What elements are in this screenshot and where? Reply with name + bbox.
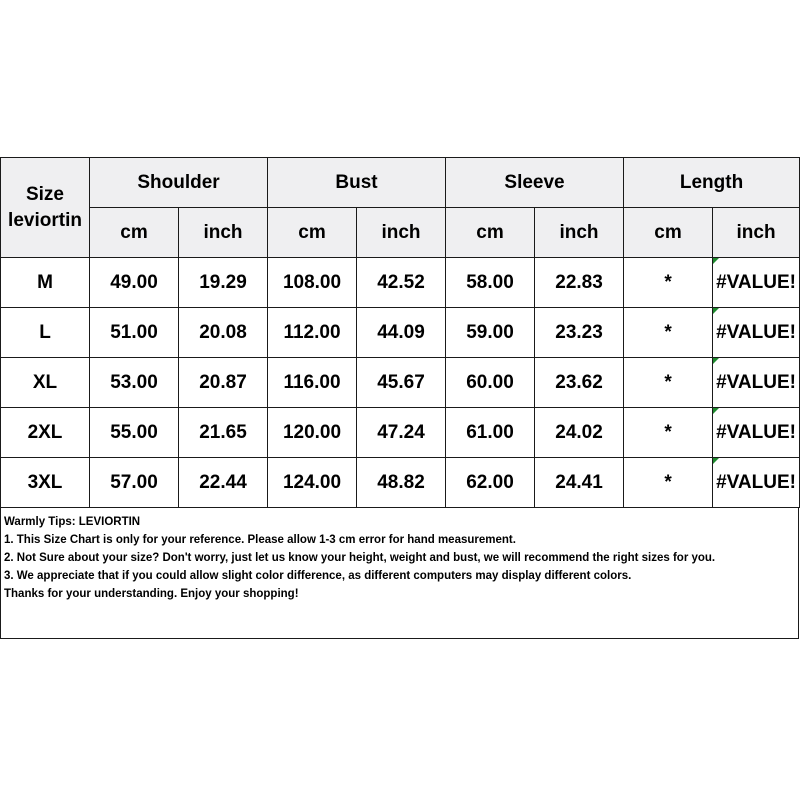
data-cell: 108.00 <box>268 258 357 308</box>
data-cell-error: #VALUE! <box>713 308 800 358</box>
data-cell: * <box>624 358 713 408</box>
data-cell: 59.00 <box>446 308 535 358</box>
data-cell-error: #VALUE! <box>713 358 800 408</box>
table-row <box>1 358 800 408</box>
unit-header: cm <box>624 208 713 258</box>
group-header-shoulder: Shoulder <box>90 158 268 208</box>
tips-heading: Warmly Tips: LEVIORTIN <box>4 516 141 528</box>
size-cell: M <box>1 258 90 308</box>
group-header-length: Length <box>624 158 800 208</box>
data-cell: 53.00 <box>90 358 179 408</box>
unit-header: inch <box>713 208 800 258</box>
unit-header: cm <box>446 208 535 258</box>
data-cell-error: #VALUE! <box>713 258 800 308</box>
data-cell: 23.23 <box>535 308 624 358</box>
size-cell: 2XL <box>1 408 90 458</box>
tips-line: 3. We appreciate that if you could allow slight color difference, as different computers may display different colors. <box>4 570 632 582</box>
table-row <box>1 408 800 458</box>
data-cell: * <box>624 308 713 358</box>
data-cell: * <box>624 408 713 458</box>
unit-header: inch <box>535 208 624 258</box>
data-cell: 24.02 <box>535 408 624 458</box>
data-cell: 47.24 <box>357 408 446 458</box>
data-cell: 42.52 <box>357 258 446 308</box>
data-cell: 120.00 <box>268 408 357 458</box>
tips-line: 1. This Size Chart is only for your reference. Please allow 1-3 cm error for hand measurement. <box>4 534 516 546</box>
size-cell: L <box>1 308 90 358</box>
data-cell: 23.62 <box>535 358 624 408</box>
unit-header: cm <box>268 208 357 258</box>
table-row <box>1 308 800 358</box>
data-cell: 55.00 <box>90 408 179 458</box>
data-cell: 22.44 <box>179 458 268 508</box>
data-cell: 20.87 <box>179 358 268 408</box>
data-cell: 21.65 <box>179 408 268 458</box>
unit-header: inch <box>179 208 268 258</box>
data-cell: * <box>624 458 713 508</box>
data-cell: 49.00 <box>90 258 179 308</box>
data-cell: 45.67 <box>357 358 446 408</box>
header-row-units <box>1 208 800 258</box>
data-cell: * <box>624 258 713 308</box>
header-row-groups <box>1 158 800 208</box>
tips-line: 2. Not Sure about your size? Don't worry, just let us know your height, weight and bust, we will recommend the right sizes for you. <box>4 552 716 564</box>
data-cell-error: #VALUE! <box>713 458 800 508</box>
size-table <box>0 157 800 508</box>
size-cell: 3XL <box>1 458 90 508</box>
data-cell: 58.00 <box>446 258 535 308</box>
table-row <box>1 258 800 308</box>
data-cell: 22.83 <box>535 258 624 308</box>
data-cell: 20.08 <box>179 308 268 358</box>
data-cell: 61.00 <box>446 408 535 458</box>
size-chart <box>0 157 799 639</box>
data-cell: 112.00 <box>268 308 357 358</box>
tips-box <box>0 508 799 639</box>
data-cell: 24.41 <box>535 458 624 508</box>
tips-closing: Thanks for your understanding. Enjoy your shopping! <box>4 588 299 600</box>
data-cell: 116.00 <box>268 358 357 408</box>
unit-header: cm <box>90 208 179 258</box>
unit-header: inch <box>357 208 446 258</box>
data-cell: 44.09 <box>357 308 446 358</box>
brand-label: leviortin <box>8 209 82 231</box>
data-cell: 48.82 <box>357 458 446 508</box>
size-cell: XL <box>1 358 90 408</box>
data-cell-error: #VALUE! <box>713 408 800 458</box>
size-label: Size <box>25 183 65 205</box>
data-cell: 19.29 <box>179 258 268 308</box>
data-cell: 60.00 <box>446 358 535 408</box>
size-header-cell <box>1 158 90 258</box>
table-row <box>1 458 800 508</box>
data-cell: 57.00 <box>90 458 179 508</box>
group-header-bust: Bust <box>268 158 446 208</box>
data-cell: 62.00 <box>446 458 535 508</box>
group-header-sleeve: Sleeve <box>446 158 624 208</box>
data-cell: 51.00 <box>90 308 179 358</box>
data-cell: 124.00 <box>268 458 357 508</box>
